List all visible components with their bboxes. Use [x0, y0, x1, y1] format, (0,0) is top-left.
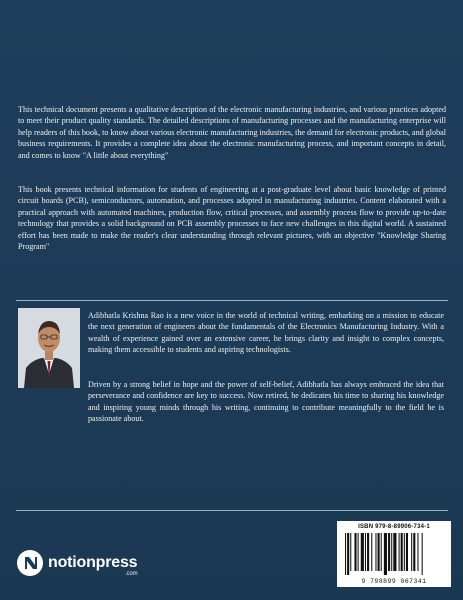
barcode-bar: [378, 533, 380, 571]
barcode-bar: [413, 533, 415, 571]
barcode-bar: [393, 533, 396, 571]
isbn-barcode: [337, 521, 451, 587]
barcode-bar: [388, 533, 390, 571]
barcode-bar: [367, 533, 369, 571]
barcode-bar: [361, 533, 364, 571]
barcode-number: 9 798899 067341: [361, 578, 427, 585]
barcode-bar: [358, 533, 359, 571]
barcode-bar: [411, 533, 412, 571]
publisher-suffix: .com: [125, 571, 138, 577]
notionpress-logo-icon: [16, 549, 44, 577]
barcode-bar: [365, 533, 366, 571]
barcode-bar: [417, 533, 418, 571]
barcode-bar: [404, 533, 405, 571]
barcode-bar: [399, 533, 400, 571]
author-photo: [18, 308, 80, 388]
publisher-logo: [16, 548, 137, 578]
barcode-bar: [381, 533, 382, 571]
barcode-bar: [401, 533, 403, 571]
barcode-bar: [422, 533, 423, 575]
barcode-bar: [384, 533, 387, 575]
barcode-bars: [345, 533, 443, 575]
publisher-name: [48, 554, 138, 577]
isbn-label: ISBN 979-8-89906-734-1: [358, 524, 430, 530]
barcode-bar: [406, 533, 408, 571]
description-paragraph-2: This book presents technical information for students of engineering at a post-graduate level about basic knowledge of printed circuit boards (PCB), semiconductors, automation, and processes adopted in manufacturing industries. Content elaborated with a practical approach with automated machines, production flow, critical processes, and assembly process flow to provide up-to-date technology that provides a solid background on PCB assembly processes to face new challenges in this digital world. A sustained effort has been made to make the reader's clear understanding through relevant pictures, with an objective "Knowledge Sharing Program": [18, 185, 446, 252]
barcode-bar: [345, 533, 346, 575]
bottom-divider: [16, 510, 448, 511]
publisher-name-text: notionpress: [48, 554, 138, 571]
author-bio-2: Driven by a strong belief in hope and the power of self-belief, Adibhatla has always embraced the idea that perseverance and confidence are key to success. Now retired, he dedicates his time to sharing his knowledge and inspiring young minds through his writing, continuing to contribute meaningfully to the field he is passionate about.: [88, 380, 444, 424]
description-paragraph-1: This technical document presents a qualitative description of the electronic manufacturing industries, and various practices adopted to meet their product quality standards. The detailed descriptions of manufacturing processes and the manufacturing enterprise will help readers of this book, to know about various electronic manufacturing industries, the demand for electronic products, and global business requirements. It provides a complete idea about the electronic manufacturing process, and important concepts in detail, and comes to know "A little about everything": [18, 105, 446, 160]
barcode-bar: [350, 533, 351, 571]
barcode-bar: [347, 533, 349, 575]
barcode-bar: [391, 533, 392, 571]
barcode-bar: [371, 533, 372, 571]
author-bio-1: Adibhatla Krishna Rao is a new voice in the world of technical writing, embarking on a mission to educate the next generation of engineers about the fundamentals of the Electronics Manufacturing Industry. With a wealth of experience gained over an extensive career, he brings clarity and insight to complex concepts, making them accessible to students and aspiring technologists.: [88, 311, 444, 355]
top-divider: [16, 300, 448, 301]
barcode-bar: [354, 533, 356, 571]
barcode-bar: [375, 533, 376, 571]
